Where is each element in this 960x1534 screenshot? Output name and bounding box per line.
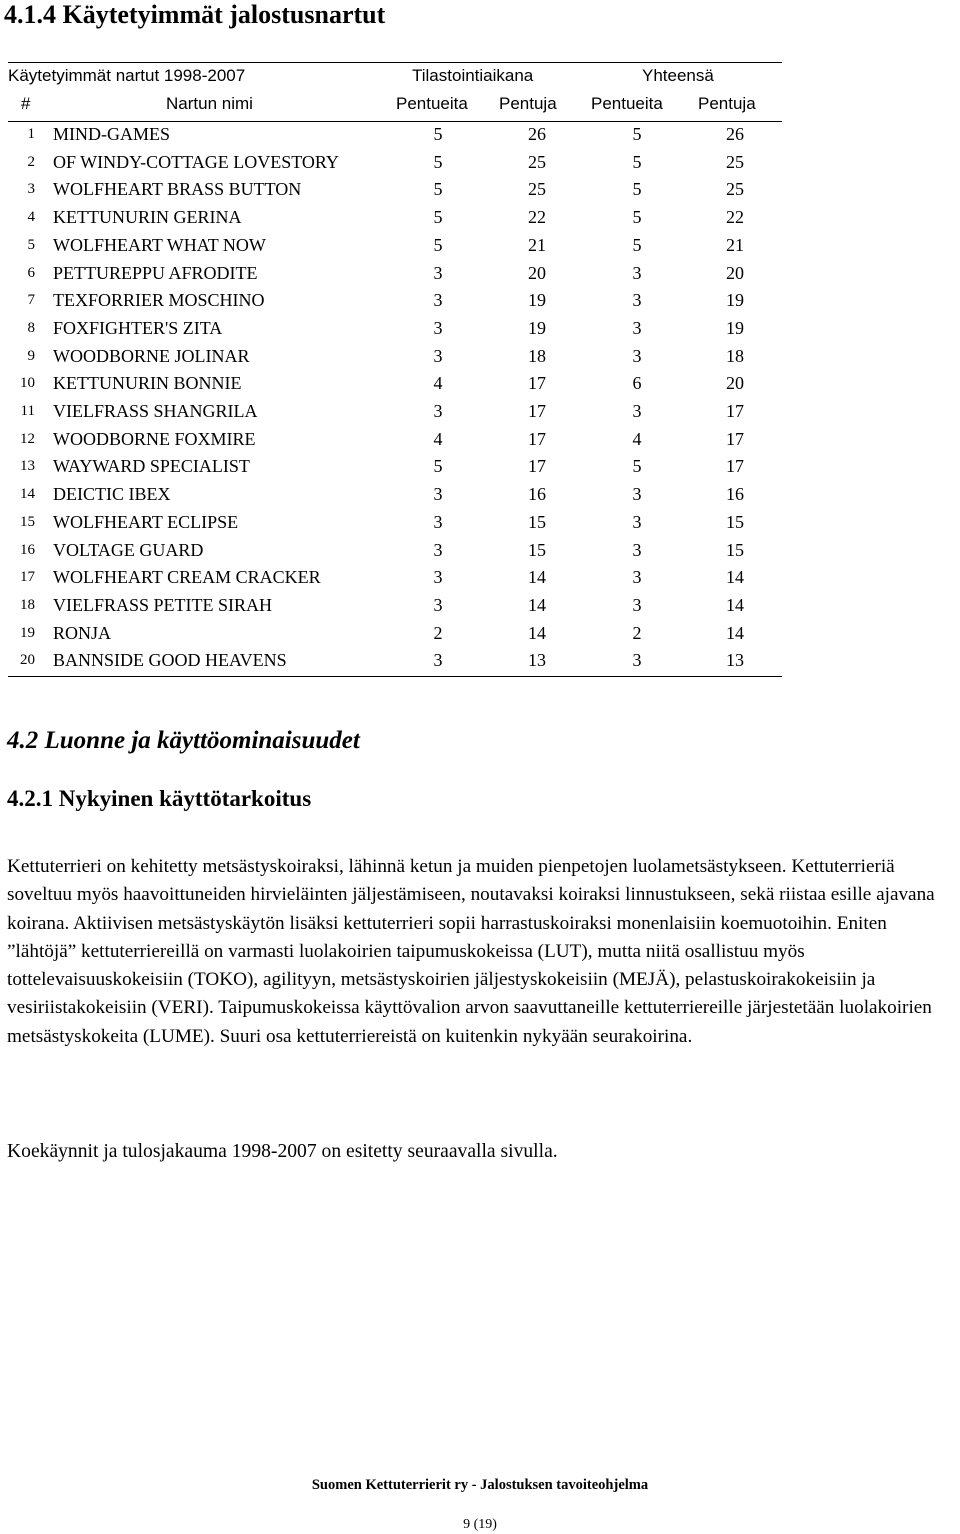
row-number: 5: [27, 236, 35, 253]
row-litters-total: 3: [632, 539, 642, 560]
row-puppies-period: 17: [528, 373, 546, 394]
row-name: VOLTAGE GUARD: [53, 539, 204, 560]
row-number: 13: [20, 458, 35, 475]
col-header-litters-total: Pentueita: [591, 94, 663, 113]
row-puppies-period: 17: [528, 401, 546, 421]
heading-current-use: 4.2.1 Nykyinen käyttötarkoitus: [7, 786, 312, 811]
row-name: WOODBORNE FOXMIRE: [53, 428, 256, 449]
row-puppies-period: 15: [528, 539, 546, 560]
row-name: PETTUREPPU AFRODITE: [53, 262, 258, 283]
row-number: 16: [20, 541, 35, 558]
row-puppies-total: 17: [726, 456, 744, 477]
row-puppies-period: 19: [528, 290, 546, 311]
row-name: VIELFRASS SHANGRILA: [53, 401, 258, 421]
row-litters-period: 3: [433, 567, 443, 588]
footer-organization: Suomen Kettuterrierit ry - Jalostuksen tavoiteohjelma: [311, 1477, 649, 1493]
col-header-puppies-total: Pentuja: [698, 94, 756, 113]
row-litters-total: 5: [632, 124, 642, 144]
row-litters-total: 3: [632, 484, 642, 505]
row-name: TEXFORRIER MOSCHINO: [53, 290, 265, 311]
row-number: 4: [27, 209, 35, 226]
row-puppies-period: 17: [528, 428, 546, 449]
row-name: VIELFRASS PETITE SIRAH: [53, 594, 273, 615]
row-litters-total: 4: [632, 428, 642, 449]
row-litters-total: 3: [632, 345, 642, 366]
row-puppies-total: 25: [726, 151, 744, 172]
row-puppies-total: 14: [726, 622, 744, 643]
table-title: Käytetyimmät nartut 1998-2007: [8, 66, 246, 85]
row-puppies-total: 14: [726, 567, 744, 588]
row-puppies-period: 14: [528, 622, 546, 643]
row-name: WOODBORNE JOLINAR: [53, 345, 250, 366]
row-number: 8: [27, 319, 35, 336]
row-litters-total: 3: [632, 511, 642, 532]
row-litters-period: 3: [433, 650, 443, 671]
row-litters-period: 3: [433, 511, 443, 532]
row-puppies-period: 18: [528, 345, 546, 366]
row-number: 19: [20, 624, 35, 641]
row-number: 20: [20, 652, 35, 669]
col-header-name: Nartun nimi: [166, 94, 253, 113]
row-name: WOLFHEART ECLIPSE: [53, 511, 239, 532]
row-number: 9: [27, 347, 35, 364]
row-puppies-period: 20: [528, 262, 546, 283]
row-name: FOXFIGHTER'S ZITA: [53, 317, 223, 338]
row-litters-total: 5: [632, 179, 642, 200]
row-litters-total: 5: [632, 151, 642, 172]
row-name: KETTUNURIN GERINA: [53, 207, 242, 228]
row-name: BANNSIDE GOOD HEAVENS: [53, 650, 287, 671]
row-name: DEICTIC IBEX: [53, 484, 171, 505]
row-puppies-total: 18: [726, 345, 744, 366]
row-puppies-total: 15: [726, 539, 744, 560]
row-name: MIND-GAMES: [53, 124, 170, 144]
row-number: 2: [27, 153, 35, 170]
row-litters-total: 5: [632, 207, 642, 228]
heading-temperament: 4.2 Luonne ja käyttöominaisuudet: [7, 727, 360, 754]
row-litters-total: 3: [632, 401, 642, 421]
row-puppies-period: 22: [528, 207, 546, 228]
breeding-females-table: [0, 0, 960, 720]
row-number: 14: [20, 486, 35, 503]
row-litters-period: 5: [433, 456, 443, 477]
row-number: 7: [27, 292, 35, 309]
row-puppies-total: 19: [726, 290, 744, 311]
col-header-puppies-period: Pentuja: [499, 94, 557, 113]
row-litters-period: 4: [433, 428, 443, 449]
row-puppies-total: 21: [726, 234, 744, 255]
row-litters-total: 6: [632, 373, 642, 394]
row-number: 18: [20, 596, 35, 613]
row-litters-period: 3: [433, 262, 443, 283]
row-number: 11: [20, 403, 35, 419]
table-header-rule: [8, 121, 782, 122]
row-litters-period: 4: [433, 373, 443, 394]
row-number: 12: [20, 430, 35, 447]
table-top-rule: [8, 62, 782, 63]
row-puppies-total: 17: [726, 401, 744, 421]
row-litters-period: 5: [433, 124, 443, 144]
row-number: 15: [20, 513, 35, 530]
row-name: RONJA: [53, 622, 112, 643]
row-puppies-total: 14: [726, 594, 744, 615]
row-puppies-period: 25: [528, 151, 546, 172]
row-puppies-period: 19: [528, 317, 546, 338]
row-number: 17: [20, 569, 35, 586]
row-litters-total: 3: [632, 317, 642, 338]
section-title: 4.1.4 Käytetyimmät jalostusnartut: [4, 0, 386, 29]
row-puppies-period: 25: [528, 179, 546, 200]
row-puppies-period: 16: [528, 484, 546, 505]
row-litters-period: 2: [433, 622, 443, 643]
row-number: 3: [27, 181, 35, 198]
row-litters-period: 5: [433, 207, 443, 228]
body-paragraph: Kettuterrieri on kehitetty metsästyskoiraksi, lähinnä ketun ja muiden pienpetojen luolametsästykseen. Kettuterrieriä soveltuu myös haavoittuneiden hirvieläinten jäljestämiseen, noutavaksi koiraksi linnustukseen, sekä riistaa esille ajavana koirana. Aktiivisen metsästyskäytön lisäksi kettuterrieri sopii harrastuskoiraksi monenlaisiin koemuotoihin. Eniten ”lähtöjä” kettuterriereillä on varmasti luolakoirien taipumuskokeissa (LUT), mutta niitä osallistuu myös tottelevaisuuskokeisiin (TOKO), agilityyn, metsästyskoirien jäljestyskokeisiin (MEJÄ), pelastuskoirakokeisiin ja vesiriistakokeisiin (VERI). Taipumuskokeissa käyttövalion arvon saavuttaneille kettuterriereille järjestetään luolakoirien metsästyskokeita (LUME). Suuri osa kettuterriereistä on kuitenkin nykyään seurakoirina.: [7, 856, 935, 1047]
row-litters-period: 3: [433, 539, 443, 560]
row-litters-total: 3: [632, 290, 642, 311]
footer-page-number: 9 (19): [463, 1517, 497, 1532]
col-header-litters-period: Pentueita: [396, 94, 468, 113]
body-paragraph-note: Koekäynnit ja tulosjakauma 1998-2007 on esitetty seuraavalla sivulla.: [7, 1141, 558, 1162]
row-puppies-period: 14: [528, 567, 546, 588]
row-puppies-period: 14: [528, 594, 546, 615]
row-litters-total: 3: [632, 567, 642, 588]
row-puppies-period: 15: [528, 511, 546, 532]
row-puppies-total: 17: [726, 428, 744, 449]
row-name: WOLFHEART WHAT NOW: [53, 234, 266, 255]
table-bottom-rule: [8, 676, 782, 677]
row-litters-period: 5: [433, 234, 443, 255]
row-litters-period: 3: [433, 290, 443, 311]
row-name: WOLFHEART BRASS BUTTON: [53, 179, 302, 200]
row-name: WOLFHEART CREAM CRACKER: [53, 567, 321, 588]
group-header-period: Tilastointiaikana: [412, 66, 534, 85]
row-puppies-period: 21: [528, 234, 546, 255]
row-puppies-period: 17: [528, 456, 546, 477]
row-litters-total: 3: [632, 262, 642, 283]
row-litters-total: 2: [632, 622, 642, 643]
row-litters-total: 3: [632, 594, 642, 615]
row-litters-period: 3: [433, 484, 443, 505]
row-puppies-total: 25: [726, 179, 744, 200]
row-litters-total: 3: [632, 650, 642, 671]
row-litters-period: 3: [433, 345, 443, 366]
row-litters-period: 3: [433, 594, 443, 615]
row-number: 6: [27, 264, 35, 281]
row-litters-total: 5: [632, 234, 642, 255]
row-name: OF WINDY-COTTAGE LOVESTORY: [53, 151, 339, 172]
row-litters-period: 3: [433, 401, 443, 421]
row-puppies-total: 16: [726, 484, 744, 505]
row-litters-period: 5: [433, 151, 443, 172]
row-litters-total: 5: [632, 456, 642, 477]
row-litters-period: 5: [433, 179, 443, 200]
row-litters-period: 3: [433, 317, 443, 338]
row-puppies-total: 22: [726, 207, 744, 228]
row-puppies-total: 13: [726, 650, 744, 671]
row-puppies-total: 20: [726, 373, 744, 394]
row-puppies-period: 26: [528, 124, 546, 144]
row-puppies-period: 13: [528, 650, 546, 671]
row-number: 1: [27, 126, 35, 142]
row-puppies-total: 20: [726, 262, 744, 283]
col-header-number: #: [21, 94, 31, 113]
row-puppies-total: 26: [726, 124, 744, 144]
group-header-total: Yhteensä: [642, 66, 714, 85]
row-puppies-total: 15: [726, 511, 744, 532]
row-name: KETTUNURIN BONNIE: [53, 373, 242, 394]
row-number: 10: [20, 375, 35, 392]
row-puppies-total: 19: [726, 317, 744, 338]
row-name: WAYWARD SPECIALIST: [53, 456, 250, 477]
